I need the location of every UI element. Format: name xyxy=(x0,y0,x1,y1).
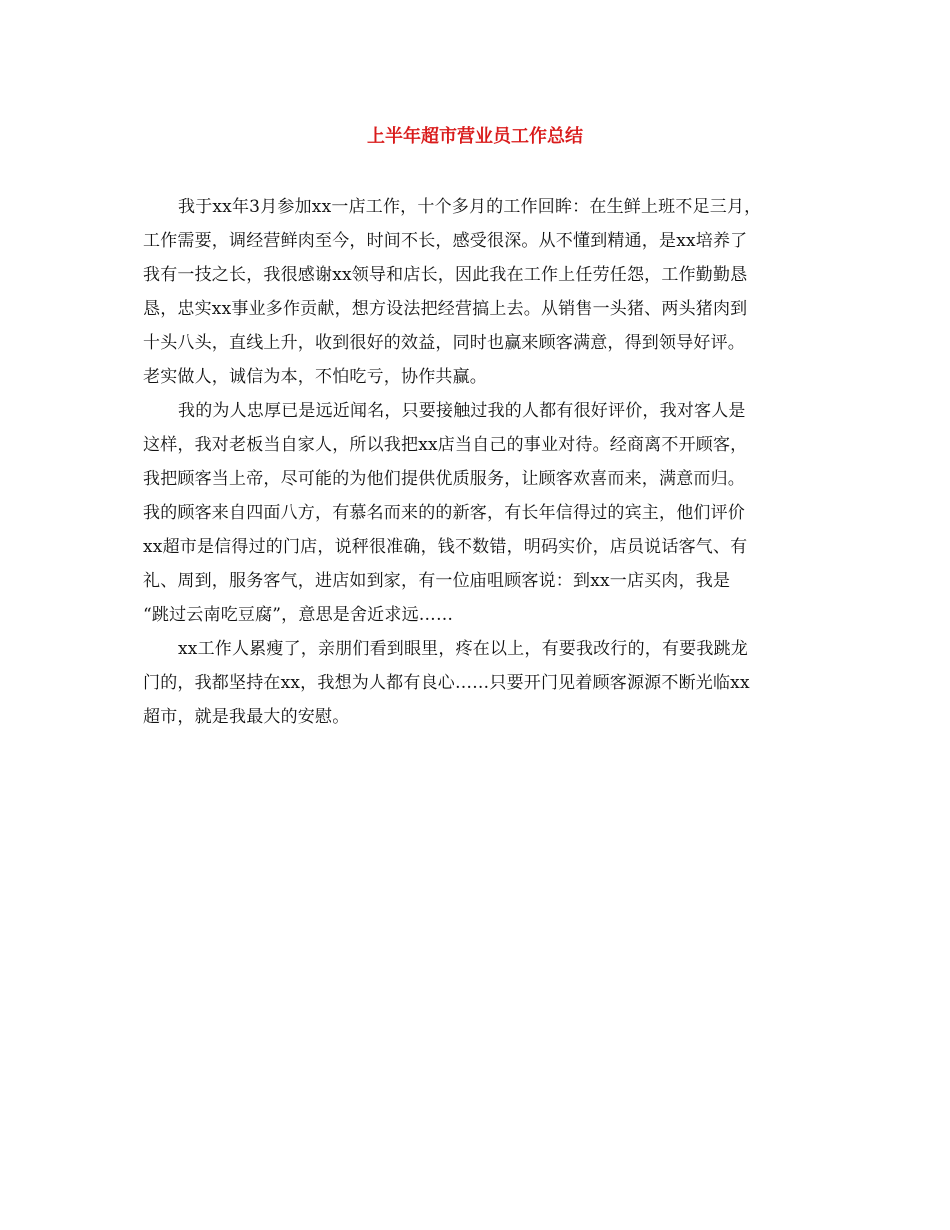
paragraph-1-line-4: 恳，忠实xx事业多作贡献，想方设法把经营搞上去。从销售一头猪、两头猪肉到 xyxy=(143,299,748,319)
paragraph-2-line-2: 这样，我对老板当自家人，所以我把xx店当自己的事业对待。经商离不开顾客， xyxy=(143,435,748,455)
paragraph-1-line-6: 老实做人，诚信为本，不怕吃亏，协作共赢。 xyxy=(143,367,487,387)
paragraph-2-line-4: 我的顾客来自四面八方，有慕名而来的的新客，有长年信得过的宾主，他们评价 xyxy=(143,503,745,523)
paragraph-2-line-1: 我的为人忠厚已是远近闻名，只要接触过我的人都有很好评价，我对客人是 xyxy=(178,401,746,421)
paragraph-2-line-6: 礼、周到，服务客气，进店如到家，有一位庙咀顾客说：到xx一店买肉，我是 xyxy=(143,571,731,591)
paragraph-1-line-2: 工作需要，调经营鲜肉至今，时间不长，感受很深。从不懂到精通，是xx培养了 xyxy=(143,231,748,251)
paragraph-1-line-5: 十头八头，直线上升，收到很好的效益，同时也赢来顾客满意，得到领导好评。 xyxy=(143,333,745,353)
paragraph-2-line-5: xx超市是信得过的门店，说秤很准确，钱不数错，明码实价，店员说话客气、有 xyxy=(143,537,748,557)
paragraph-3-line-3: 超市，就是我最大的安慰。 xyxy=(143,707,350,727)
paragraph-2-line-7: “跳过云南吃豆腐”，意思是舍近求远…… xyxy=(143,605,454,625)
paragraph-2-line-3: 我把顾客当上帝，尽可能的为他们提供优质服务，让顾客欢喜而来，满意而归。 xyxy=(143,469,745,489)
paragraph-1-line-1: 我于xx年3月参加xx一店工作，十个多月的工作回眸：在生鲜上班不足三月， xyxy=(178,197,762,217)
document-title: 上半年超市营业员工作总结 xyxy=(367,126,583,147)
paragraph-3-line-2: 门的，我都坚持在xx，我想为人都有良心……只要开门见着顾客源源不断光临xx xyxy=(143,673,750,693)
paragraph-3-line-1: xx工作人累瘦了，亲朋们看到眼里，疼在以上，有要我改行的，有要我跳龙 xyxy=(178,639,748,659)
paragraph-1-line-3: 我有一技之长，我很感谢xx领导和店长，因此我在工作上任劳任怨，工作勤勤恳 xyxy=(143,265,748,285)
